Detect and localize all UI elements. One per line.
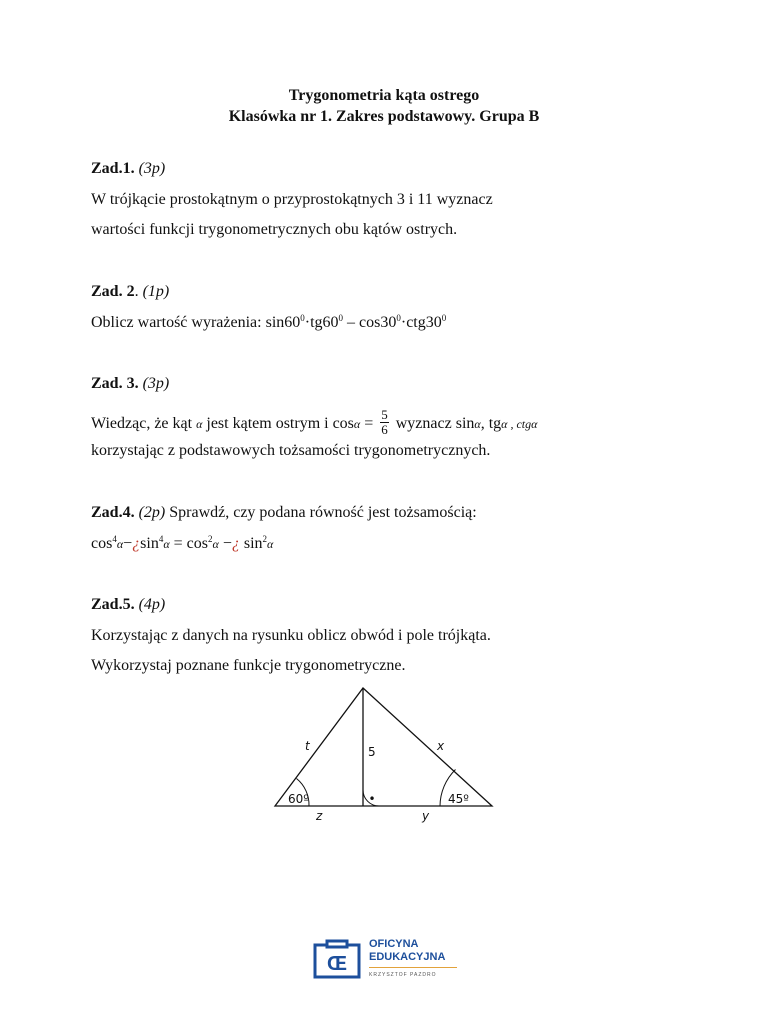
label-x: x [437,739,445,753]
label-angle-60: 60º [288,792,309,806]
task2-degree: 0 [338,313,344,323]
task2-header [91,283,169,301]
svg-text:Œ: Œ [327,953,347,975]
task4-eq-cos: = cos [169,535,209,552]
alpha-symbol: α [474,417,481,432]
garbled-char: ¿ [132,535,141,552]
task1-label: Zad.1. [91,160,135,177]
alpha-symbol: α [501,417,508,432]
label-angle-45: 45º [448,792,469,806]
task4-label: Zad.4. [91,504,135,521]
task5-label: Zad.5. [91,596,135,613]
alpha-symbol: α [212,537,219,551]
logo-line1: OFICYNA [369,938,419,950]
task3-text-line2: korzystając z podstawowych tożsamości trygonometrycznych. [91,442,491,459]
task2-text: Oblicz wartość wyrażenia: sin60 [91,314,301,331]
document-title: Trygonometria kąta ostrego [288,87,480,104]
task1-text-line2: wartości funkcji trygonometrycznych obu kątów ostrych. [91,221,458,238]
task3-text-b: jest kątem ostrym i cos [202,415,354,433]
task4-minus: − [123,535,133,552]
task1-points: (3p) [138,160,166,177]
alpha-symbol: α [116,537,124,551]
triangle-figure [272,684,496,826]
publisher-logo [313,938,463,982]
task4-header [91,504,477,522]
logo-divider [369,967,457,968]
task5-header [91,596,165,614]
task2-degree: 0 [300,313,305,323]
fraction-numerator: 5 [381,407,388,422]
right-angle-dot: • [368,792,376,806]
task2-tg: ·tg60 [304,314,339,331]
garbled-char: ¿ [231,535,240,552]
task2-degree: 0 [396,313,401,323]
task3-text-line1 [91,407,538,439]
task3-text-d: , tg [480,415,502,433]
label-z: z [316,809,323,823]
logo-wordmark [369,938,445,964]
alpha-symbol: α [531,417,538,432]
task3-text-a: Wiedząc, że kąt [91,415,197,433]
task4-sin: sin [140,535,159,552]
task5-text-line1: Korzystając z danych na rysunku oblicz obwód i pole trójkąta. [91,627,491,644]
exponent-2: 2 [262,534,268,544]
alpha-symbol: α [353,417,361,432]
task4-text: Sprawdź, czy podana równość jest tożsamością: [165,504,477,521]
task5-points: (4p) [138,596,166,613]
task3-header [91,375,169,393]
alpha-symbol: α [196,417,203,432]
task2-expression [91,314,446,332]
task5-text-line2: Wykorzystaj poznane funkcje trygonometryczne. [91,657,406,674]
task2-dot-op: · [400,314,407,331]
task4-sin2: sin [239,535,263,552]
task3-text-e: , ctg [507,417,532,432]
task1-text-line1: W trójkącie prostokątnym o przyprostokątnych 3 i 11 wyznacz [91,191,493,208]
task4-cos: cos [91,535,113,552]
task2-minus: – cos30 [343,314,397,331]
task3-eq: = [360,415,378,433]
task1-header [91,160,165,178]
fraction [380,408,389,437]
label-height: 5 [368,745,376,759]
logo-mark-icon [313,939,361,979]
task4-minus2: − [218,535,232,552]
logo-line2: EDUKACYJNA [369,951,446,963]
exponent-4: 4 [112,534,117,544]
document-subtitle: Klasówka nr 1. Zakres podstawowy. Grupa B [228,108,540,125]
logo-subtitle: KRZYSZTOF PAZDRO [369,972,437,978]
task4-identity [91,535,273,553]
fraction-denominator: 6 [381,422,388,437]
alpha-symbol: α [163,537,170,551]
task2-ctg: ctg30 [406,314,442,331]
task2-points: (1p) [142,283,170,300]
task3-points: (3p) [142,375,170,392]
task2-label: Zad. 2 [91,283,135,300]
task3-text-c: wyznacz sin [391,415,475,433]
alpha-symbol: α [267,537,274,551]
label-y: y [422,809,430,823]
task2-dot: . [134,283,139,300]
exponent-4: 4 [158,534,164,544]
task2-degree: 0 [441,313,447,323]
label-t: t [305,739,310,753]
exponent-2: 2 [208,534,213,544]
task3-label: Zad. 3. [91,375,139,392]
task4-points: (2p) [138,504,166,521]
